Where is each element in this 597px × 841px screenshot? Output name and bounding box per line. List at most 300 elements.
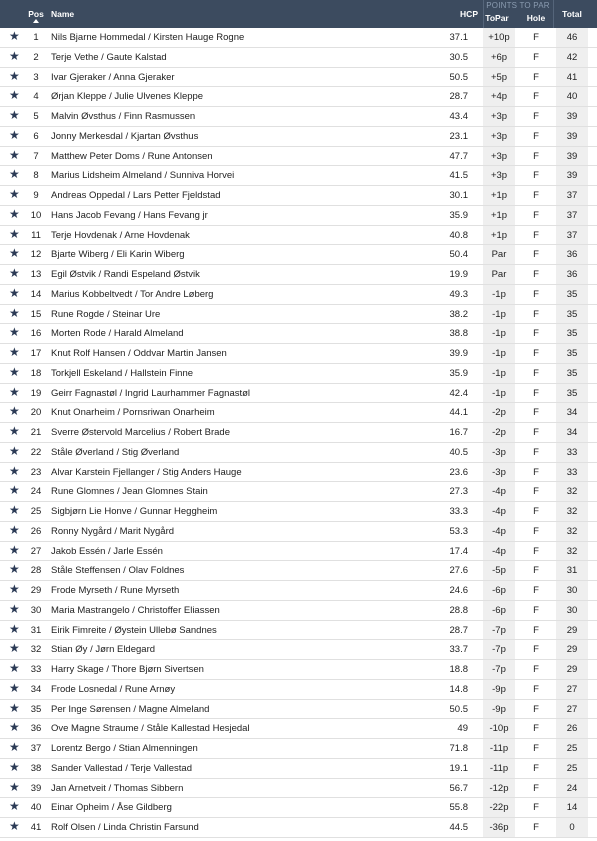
table-row[interactable]	[0, 798, 597, 818]
row-total: 37	[566, 209, 578, 221]
row-name[interactable]: Eirik Fimreite / Øystein Ullebø Sandnes	[51, 624, 217, 636]
table-row[interactable]	[0, 245, 597, 265]
table-row[interactable]	[0, 660, 597, 680]
star-icon[interactable]: ★	[9, 819, 20, 833]
star-icon[interactable]: ★	[9, 404, 20, 419]
table-row[interactable]	[0, 186, 597, 206]
row-hcp: 14.8	[449, 683, 468, 695]
row-hcp: 40.8	[449, 229, 468, 241]
star-icon[interactable]: ★	[9, 779, 20, 794]
row-hcp: 49.3	[449, 288, 468, 300]
row-total: 34	[566, 427, 578, 438]
row-name[interactable]: Bjarte Wiberg / Eli Karin Wiberg	[51, 249, 185, 261]
row-total: 32	[566, 545, 578, 557]
table-row[interactable]	[0, 28, 597, 48]
row-pos: 41	[30, 822, 42, 833]
row-topar: +3p	[490, 150, 508, 162]
row-topar: -4p	[492, 545, 506, 557]
row-pos: 27	[30, 545, 42, 557]
row-topar: +1p	[490, 209, 508, 221]
row-pos: 6	[33, 130, 39, 142]
column-header-hole[interactable]: Hole	[526, 13, 546, 23]
row-total: 36	[566, 249, 578, 261]
row-hole: F	[533, 683, 539, 695]
column-group-points-to-par: POINTS TO PAR	[486, 1, 550, 10]
row-pos: 10	[30, 209, 42, 221]
table-row[interactable]	[0, 87, 597, 107]
row-pos: 29	[30, 585, 42, 596]
row-total: 27	[566, 683, 578, 695]
star-icon[interactable]: ★	[9, 503, 20, 517]
table-row[interactable]	[0, 759, 597, 779]
row-total: 46	[566, 32, 578, 43]
row-name[interactable]: Terje Hovdenak / Arne Hovdenak	[51, 229, 190, 241]
row-hole: F	[533, 367, 539, 379]
row-total: 40	[566, 91, 578, 103]
row-name[interactable]: Marius Lidsheim Almeland / Sunniva Horvei	[51, 170, 235, 182]
row-total: 35	[566, 348, 578, 359]
table-row[interactable]	[0, 482, 597, 502]
row-topar: +3p	[490, 130, 508, 142]
star-icon[interactable]: ★	[9, 621, 20, 636]
row-hole: F	[533, 545, 539, 557]
table-row[interactable]	[0, 680, 597, 700]
row-topar: -4p	[492, 525, 506, 537]
row-hcp: 44.5	[449, 822, 468, 833]
row-topar: -3p	[492, 466, 506, 478]
row-hcp: 24.6	[449, 585, 468, 596]
row-total: 29	[566, 644, 578, 656]
row-pos: 13	[30, 269, 42, 280]
row-hcp: 30.1	[449, 190, 468, 201]
row-name[interactable]: Egil Østvik / Randi Espeland Østvik	[51, 269, 200, 280]
row-topar: -7p	[492, 644, 506, 656]
row-name[interactable]: Jonny Merkesdal / Kjartan Øvsthus	[51, 130, 199, 142]
row-hole: F	[533, 328, 539, 340]
table-row[interactable]	[0, 48, 597, 68]
star-icon[interactable]: ★	[9, 29, 20, 43]
row-name[interactable]: Ivar Gjeraker / Anna Gjeraker	[51, 71, 175, 83]
row-pos: 31	[30, 624, 42, 636]
row-name[interactable]: Geirr Fagnastøl / Ingrid Laurhammer Fagnastøl	[51, 387, 251, 399]
star-icon[interactable]: ★	[9, 463, 20, 478]
star-icon[interactable]: ★	[9, 700, 20, 715]
row-total: 41	[566, 71, 578, 83]
row-name[interactable]: Jakob Essén / Jarle Essén	[51, 545, 163, 557]
row-name[interactable]: Ove Magne Straume / Ståle Kallestad Hesjedal	[51, 723, 250, 735]
row-hcp: 40.5	[449, 446, 468, 458]
star-icon[interactable]: ★	[9, 720, 20, 735]
row-hcp: 35.9	[449, 209, 468, 221]
table-row[interactable]	[0, 107, 597, 127]
table-row[interactable]	[0, 621, 597, 641]
row-pos: 14	[30, 288, 42, 300]
row-hcp: 39.9	[449, 348, 468, 359]
table-row[interactable]	[0, 384, 597, 404]
row-name[interactable]: Ståle Steffensen / Olav Foldnes	[51, 565, 185, 577]
row-name[interactable]: Ørjan Kleppe / Julie Ulvenes Kleppe	[51, 91, 204, 103]
row-topar: -7p	[492, 624, 506, 636]
row-total: 34	[566, 407, 578, 419]
row-pos: 9	[33, 190, 39, 201]
row-pos: 3	[33, 71, 39, 83]
row-hole: F	[533, 743, 539, 754]
row-name[interactable]: Per Inge Sørensen / Magne Almeland	[51, 703, 210, 715]
table-row[interactable]	[0, 719, 597, 739]
row-total: 25	[566, 762, 578, 774]
row-hcp: 38.2	[449, 308, 468, 320]
row-topar: -5p	[492, 565, 506, 577]
table-header	[0, 0, 597, 28]
row-name[interactable]: Jan Arnetveit / Thomas Sibbern	[51, 782, 184, 794]
row-pos: 15	[30, 308, 42, 320]
star-icon[interactable]: ★	[9, 266, 20, 280]
row-pos: 5	[33, 111, 39, 122]
row-pos: 19	[30, 387, 42, 399]
table-row[interactable]	[0, 779, 597, 799]
row-name[interactable]: Andreas Oppedal / Lars Petter Fjeldstad	[51, 190, 221, 201]
row-pos: 30	[30, 604, 42, 616]
row-hcp: 28.7	[449, 91, 468, 103]
table-row[interactable]	[0, 285, 597, 305]
star-icon[interactable]: ★	[9, 167, 20, 182]
table-row[interactable]	[0, 344, 597, 364]
star-icon[interactable]: ★	[9, 147, 20, 162]
row-total: 35	[566, 308, 578, 320]
row-total: 24	[566, 782, 578, 794]
row-name[interactable]: Sander Vallestad / Terje Vallestad	[51, 762, 193, 774]
star-icon[interactable]: ★	[9, 226, 20, 241]
row-hole: F	[533, 150, 539, 162]
table-row[interactable]	[0, 739, 597, 759]
row-pos: 4	[33, 91, 39, 103]
row-hcp: 71.8	[449, 743, 468, 754]
table-row[interactable]	[0, 68, 597, 88]
row-topar: -9p	[492, 683, 506, 695]
star-icon[interactable]: ★	[9, 740, 20, 754]
row-total: 32	[566, 525, 578, 537]
table-row[interactable]	[0, 403, 597, 423]
row-total: 39	[566, 111, 578, 122]
row-name[interactable]: Knut Rolf Hansen / Oddvar Martin Jansen	[51, 348, 227, 359]
row-hole: F	[533, 585, 539, 596]
row-hole: F	[533, 703, 539, 715]
row-hole: F	[533, 486, 539, 498]
row-hcp: 33.3	[449, 506, 468, 517]
row-name[interactable]: Alvar Karstein Fjellanger / Stig Anders Hauge	[51, 466, 242, 478]
row-topar: -1p	[492, 348, 506, 359]
row-topar: -6p	[492, 585, 506, 596]
table-row[interactable]	[0, 226, 597, 246]
row-topar: -22p	[489, 802, 509, 814]
column-header-total[interactable]: Total	[562, 9, 582, 19]
row-hcp: 19.9	[449, 269, 468, 280]
table-row[interactable]	[0, 147, 597, 167]
row-hole: F	[533, 209, 539, 221]
row-name[interactable]: Sigbjørn Lie Honve / Gunnar Heggheim	[51, 506, 218, 517]
table-row[interactable]	[0, 818, 597, 838]
table-row[interactable]	[0, 324, 597, 344]
table-row[interactable]	[0, 640, 597, 660]
row-hcp: 38.8	[449, 328, 468, 340]
row-total: 39	[566, 170, 578, 182]
row-hole: F	[533, 427, 539, 438]
row-hole: F	[533, 644, 539, 656]
row-name[interactable]: Maria Mastrangelo / Christoffer Eliassen	[51, 604, 220, 616]
row-hcp: 47.7	[449, 150, 468, 162]
row-pos: 7	[33, 150, 39, 162]
row-hcp: 23.6	[449, 466, 468, 478]
row-name[interactable]: Lorentz Bergo / Stian Almenningen	[51, 743, 198, 754]
star-icon[interactable]: ★	[9, 206, 20, 221]
row-topar: Par	[491, 269, 507, 280]
row-hole: F	[533, 604, 539, 616]
row-total: 35	[566, 328, 578, 340]
star-icon[interactable]: ★	[9, 799, 20, 814]
star-icon[interactable]: ★	[9, 759, 20, 774]
row-topar: -36p	[489, 822, 509, 833]
star-icon[interactable]: ★	[9, 483, 20, 498]
star-icon[interactable]: ★	[9, 384, 20, 399]
row-hole: F	[533, 130, 539, 142]
row-name[interactable]: Morten Rode / Harald Almeland	[51, 328, 184, 340]
row-pos: 25	[30, 506, 42, 517]
table-row[interactable]	[0, 443, 597, 463]
row-topar: -4p	[492, 506, 506, 517]
row-name[interactable]: Stian Øy / Jørn Eldegard	[51, 644, 156, 656]
star-icon[interactable]: ★	[9, 246, 20, 261]
row-hcp: 28.7	[449, 624, 468, 636]
row-hcp: 55.8	[449, 802, 468, 814]
row-name[interactable]: Malvin Øvsthus / Finn Rasmussen	[51, 111, 196, 122]
row-pos: 26	[30, 525, 42, 537]
row-pos: 24	[30, 486, 42, 498]
row-hcp: 50.5	[449, 703, 468, 715]
column-header-hcp[interactable]: HCP	[460, 9, 478, 19]
row-pos: 37	[30, 743, 42, 754]
row-topar: -2p	[492, 427, 506, 438]
row-pos: 8	[33, 170, 39, 182]
sort-ascending-icon	[33, 19, 39, 23]
row-name[interactable]: Knut Onarheim / Pornsriwan Onarheim	[51, 407, 215, 419]
row-name[interactable]: Sverre Østervold Marcelius / Robert Brade	[51, 427, 230, 438]
row-hcp: 56.7	[449, 782, 468, 794]
row-pos: 40	[30, 802, 42, 814]
row-pos: 34	[30, 683, 42, 695]
row-name[interactable]: Frode Losnedal / Rune Arnøy	[51, 683, 176, 695]
star-icon[interactable]: ★	[9, 285, 20, 300]
row-total: 26	[566, 723, 578, 735]
table-row[interactable]	[0, 700, 597, 720]
row-hole: F	[533, 506, 539, 517]
star-icon[interactable]: ★	[9, 680, 20, 695]
table-row[interactable]	[0, 542, 597, 562]
table-row[interactable]	[0, 127, 597, 147]
row-pos: 2	[33, 51, 39, 63]
row-total: 31	[566, 565, 578, 577]
table-row[interactable]	[0, 206, 597, 226]
row-topar: +3p	[490, 111, 508, 122]
row-name[interactable]: Rolf Olsen / Linda Christin Farsund	[51, 822, 199, 833]
table-row[interactable]	[0, 305, 597, 325]
row-pos: 17	[30, 348, 42, 359]
star-icon[interactable]: ★	[9, 68, 20, 83]
row-name[interactable]: Rune Rogde / Steinar Ure	[51, 308, 161, 320]
table-row[interactable]	[0, 265, 597, 285]
table-row[interactable]	[0, 502, 597, 522]
star-icon[interactable]: ★	[9, 88, 20, 103]
star-icon[interactable]: ★	[9, 542, 20, 557]
column-header-topar[interactable]: ToPar	[485, 13, 509, 23]
row-hcp: 44.1	[449, 407, 468, 419]
row-hole: F	[533, 802, 539, 814]
row-hole: F	[533, 32, 539, 43]
row-total: 35	[566, 367, 578, 379]
star-icon[interactable]: ★	[9, 443, 20, 458]
row-pos: 23	[30, 466, 42, 478]
star-icon[interactable]: ★	[9, 345, 20, 359]
row-hcp: 16.7	[449, 427, 468, 438]
row-total: 35	[566, 288, 578, 300]
row-pos: 11	[31, 229, 41, 241]
row-pos: 20	[30, 407, 42, 419]
row-pos: 33	[30, 664, 42, 675]
star-icon[interactable]: ★	[9, 364, 20, 379]
row-topar: -1p	[492, 328, 506, 340]
row-name[interactable]: Rune Glomnes / Jean Glomnes Stain	[51, 486, 208, 498]
row-hole: F	[533, 466, 539, 478]
star-icon[interactable]: ★	[9, 562, 20, 577]
row-hcp: 28.8	[449, 604, 468, 616]
table-row[interactable]	[0, 581, 597, 601]
row-name[interactable]: Torkjell Eskeland / Hallstein Finne	[51, 367, 194, 379]
row-total: 32	[566, 506, 578, 517]
row-total: 33	[566, 466, 578, 478]
row-hole: F	[533, 308, 539, 320]
row-topar: -10p	[489, 723, 509, 735]
row-hole: F	[533, 288, 539, 300]
star-icon[interactable]: ★	[9, 48, 20, 63]
row-total: 42	[566, 51, 578, 63]
row-name[interactable]: Ronny Nygård / Marit Nygård	[51, 525, 175, 537]
row-hcp: 37.1	[449, 32, 468, 43]
row-topar: -7p	[492, 664, 506, 675]
row-hcp: 50.4	[449, 249, 468, 261]
row-total: 35	[566, 387, 578, 399]
row-topar: -11p	[489, 743, 509, 754]
row-total: 30	[566, 604, 578, 616]
star-icon[interactable]: ★	[9, 424, 20, 438]
star-icon[interactable]: ★	[9, 108, 20, 122]
row-pos: 22	[30, 446, 42, 458]
row-topar: -1p	[492, 367, 506, 379]
row-hole: F	[533, 664, 539, 675]
row-hcp: 35.9	[449, 367, 468, 379]
row-hcp: 41.5	[449, 170, 468, 182]
row-hole: F	[533, 407, 539, 419]
row-topar: +3p	[490, 170, 508, 182]
table-row[interactable]	[0, 522, 597, 542]
row-topar: +6p	[490, 51, 508, 63]
star-icon[interactable]: ★	[9, 522, 20, 537]
table-row[interactable]	[0, 463, 597, 483]
star-icon[interactable]: ★	[9, 305, 20, 320]
star-icon[interactable]: ★	[9, 641, 20, 656]
column-header-pos[interactable]: Pos	[28, 9, 44, 19]
row-hcp: 17.4	[449, 545, 468, 557]
star-icon[interactable]: ★	[9, 601, 20, 616]
row-name[interactable]: Frode Myrseth / Rune Myrseth	[51, 585, 180, 596]
row-name[interactable]: Marius Kobbeltvedt / Tor Andre Løberg	[51, 288, 214, 300]
row-hole: F	[533, 782, 539, 794]
row-pos: 32	[30, 644, 42, 656]
row-name[interactable]: Nils Bjarne Hommedal / Kirsten Hauge Rogne	[51, 32, 245, 43]
row-name[interactable]: Terje Vethe / Gaute Kalstad	[51, 51, 167, 63]
table-row[interactable]	[0, 166, 597, 186]
table-body	[0, 28, 597, 838]
row-name[interactable]: Ståle Øverland / Stig Øverland	[51, 446, 180, 458]
row-pos: 38	[30, 762, 42, 774]
row-hole: F	[533, 111, 539, 122]
row-hole: F	[533, 762, 539, 774]
row-hcp: 33.7	[449, 644, 468, 656]
row-total: 29	[566, 624, 578, 636]
row-hcp: 53.3	[449, 525, 468, 537]
row-name[interactable]: Harry Skage / Thore Bjørn Sivertsen	[51, 664, 204, 675]
row-hcp: 23.1	[449, 130, 468, 142]
column-header-name[interactable]: Name	[51, 9, 75, 19]
row-pos: 1	[33, 32, 39, 43]
row-topar: +1p	[490, 190, 508, 201]
row-hole: F	[533, 822, 539, 833]
row-topar: -4p	[492, 486, 506, 498]
row-hole: F	[533, 348, 539, 359]
star-icon[interactable]: ★	[9, 325, 20, 340]
row-name[interactable]: Einar Opheim / Åse Gildberg	[51, 802, 172, 814]
star-icon[interactable]: ★	[9, 661, 20, 675]
row-topar: Par	[491, 249, 507, 261]
table-row[interactable]	[0, 364, 597, 384]
row-total: 37	[566, 190, 578, 201]
row-name[interactable]: Matthew Peter Doms / Rune Antonsen	[51, 150, 213, 162]
row-total: 37	[566, 229, 578, 241]
star-icon[interactable]: ★	[9, 582, 20, 596]
row-hcp: 27.6	[449, 565, 468, 577]
row-total: 30	[566, 585, 578, 596]
row-hcp: 18.8	[449, 664, 468, 675]
row-name[interactable]: Hans Jacob Fevang / Hans Fevang jr	[51, 209, 208, 221]
row-topar: -1p	[492, 387, 506, 399]
row-hole: F	[533, 269, 539, 280]
row-hole: F	[533, 249, 539, 261]
table-row[interactable]	[0, 423, 597, 443]
star-icon[interactable]: ★	[9, 187, 20, 201]
row-total: 32	[566, 486, 578, 498]
row-topar: -1p	[492, 288, 506, 300]
star-icon[interactable]: ★	[9, 127, 20, 142]
row-hole: F	[533, 387, 539, 399]
row-hcp: 49	[457, 723, 468, 735]
row-total: 0	[569, 822, 575, 833]
table-row[interactable]	[0, 601, 597, 621]
row-hole: F	[533, 565, 539, 577]
row-hole: F	[533, 525, 539, 537]
row-pos: 36	[30, 723, 42, 735]
row-hole: F	[533, 446, 539, 458]
row-pos: 12	[30, 249, 42, 261]
table-row[interactable]	[0, 561, 597, 581]
row-topar: +10p	[488, 32, 510, 43]
